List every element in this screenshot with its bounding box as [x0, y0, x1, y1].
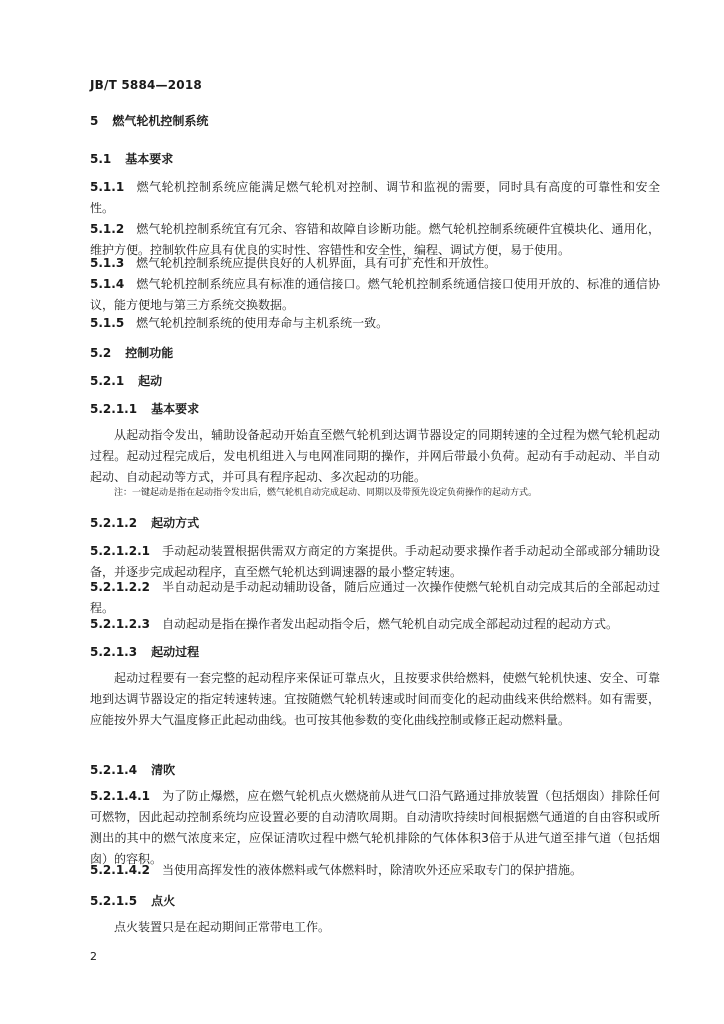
clause-number: 5.2.1.2.1	[90, 544, 150, 558]
heading-number: 5.2.1.3	[90, 645, 138, 659]
heading-number: 5.2.1	[90, 374, 125, 388]
heading-number: 5.1	[90, 152, 112, 166]
clause-number: 5.1.3	[90, 256, 125, 270]
clause-text: 半自动起动是手动起动辅助设备，随后应通过一次操作使燃气轮机自动完成其后的全部起动过程。	[90, 580, 660, 615]
clause-5-1-4	[90, 274, 660, 316]
heading-title: 控制功能	[125, 346, 174, 360]
clause-5-1-1	[90, 177, 660, 219]
heading-5-2-1-1	[90, 400, 199, 417]
clause-5-2-1-4-2	[90, 860, 660, 881]
heading-title: 基本要求	[125, 152, 174, 166]
clause-text: 手动起动装置根据供需双方商定的方案提供。手动起动要求操作者手动起动全部或部分辅助设备，并逐步完成起动程序，直至燃气轮机达到调速器的最小整定转速。	[90, 544, 660, 579]
heading-5-2	[90, 344, 173, 361]
heading-title: 起动过程	[151, 645, 200, 659]
heading-5	[90, 112, 208, 129]
clause-number: 5.2.1.4.2	[90, 863, 150, 877]
clause-text: 当使用高挥发性的液体燃料或气体燃料时，除清吹外还应采取专门的保护措施。	[161, 863, 582, 877]
heading-title: 点火	[151, 894, 176, 908]
page-number: 2	[90, 950, 97, 963]
clause-5-2-1-2-3	[90, 614, 660, 635]
heading-5-2-1-2	[90, 514, 199, 531]
heading-number: 5.2.1.4	[90, 763, 138, 777]
heading-5-2-1-3	[90, 643, 199, 660]
paragraph-5-2-1-5: 点火装置只是在起动期间正常带电工作。	[114, 920, 331, 934]
note-one-key-start: 注：一键起动是指在起动指令发出后，燃气轮机自动完成起动、同期以及带预先设定负荷操作的起动方式。	[114, 488, 538, 498]
heading-number: 5.2	[90, 346, 112, 360]
standard-code: JB/T 5884—2018	[90, 78, 202, 92]
heading-5-1	[90, 150, 173, 167]
heading-number: 5.2.1.5	[90, 894, 138, 908]
clause-5-1-3	[90, 253, 660, 274]
clause-number: 5.1.1	[90, 180, 125, 194]
clause-text: 燃气轮机控制系统应提供良好的人机界面，具有可扩充性和开放性。	[136, 256, 497, 270]
clause-5-2-1-4-1	[90, 786, 660, 870]
heading-title: 基本要求	[151, 402, 200, 416]
clause-text: 燃气轮机控制系统的使用寿命与主机系统一致。	[136, 316, 389, 330]
paragraph-5-2-1-1: 从起动指令发出，辅助设备起动开始直至燃气轮机到达调节器设定的同期转速的全过程为燃气轮机起动过程。起动过程完成后，发电机组进入与电网准同期的操作，并网后带最小负荷。起动有手动起动、半自动起动、自动起动等方式，并可具有程序起动、多次起动的功能。	[90, 428, 660, 484]
clause-number: 5.2.1.2.3	[90, 617, 150, 631]
clause-number: 5.2.1.4.1	[90, 789, 150, 803]
clause-number: 5.1.4	[90, 277, 125, 291]
clause-text: 自动起动是指在操作者发出起动指令后，燃气轮机自动完成全部起动过程的起动方式。	[161, 617, 618, 631]
heading-number: 5	[90, 114, 99, 128]
heading-number: 5.2.1.2	[90, 516, 138, 530]
paragraph-5-2-1-3: 起动过程要有一套完整的起动程序来保证可靠点火，且按要求供给燃料，使燃气轮机快速、安全、可靠地到达调节器设定的指定转速转速。宜按随燃气轮机转速或时间而变化的起动曲线来供给燃料。如有需要，应能按外界大气温度修正此起动曲线。也可按其他参数的变化曲线控制或修正起动燃料量。	[90, 671, 660, 727]
heading-5-2-1	[90, 372, 162, 389]
heading-5-2-1-4	[90, 761, 175, 778]
clause-text: 燃气轮机控制系统应能满足燃气轮机对控制、调节和监视的需要，同时具有高度的可靠性和安全性。	[90, 180, 660, 215]
clause-5-1-5	[90, 313, 660, 334]
heading-title: 燃气轮机控制系统	[112, 114, 209, 128]
heading-title: 清吹	[151, 763, 176, 777]
clause-number: 5.2.1.2.2	[90, 580, 150, 594]
heading-title: 起动	[138, 374, 163, 388]
clause-number: 5.1.5	[90, 316, 125, 330]
clause-text: 为了防止爆燃，应在燃气轮机点火燃烧前从进气口沿气路通过排放装置（包括烟囱）排除任何可燃物，因此起动控制系统均应设置必要的自动清吹周期。自动清吹持续时间根据燃气通道的自由容积或所测出的其中的燃气浓度来定，应保证清吹过程中燃气轮机排除的气体体积3倍于从进气道至排气道（包括烟囱）的容积。	[90, 789, 660, 866]
clause-text: 燃气轮机控制系统宜有冗余、容错和故障自诊断功能。燃气轮机控制系统硬件宜模块化、通用化，维护方便。控制软件应具有优良的实时性、容错性和安全性，编程、调试方便，易于使用。	[90, 222, 660, 257]
clause-number: 5.1.2	[90, 222, 125, 236]
heading-number: 5.2.1.1	[90, 402, 138, 416]
clause-text: 燃气轮机控制系统应具有标准的通信接口。燃气轮机控制系统通信接口使用开放的、标准的通信协议，能方便地与第三方系统交换数据。	[90, 277, 660, 312]
heading-5-2-1-5	[90, 892, 175, 909]
heading-title: 起动方式	[151, 516, 200, 530]
clause-5-2-1-2-2	[90, 577, 660, 619]
